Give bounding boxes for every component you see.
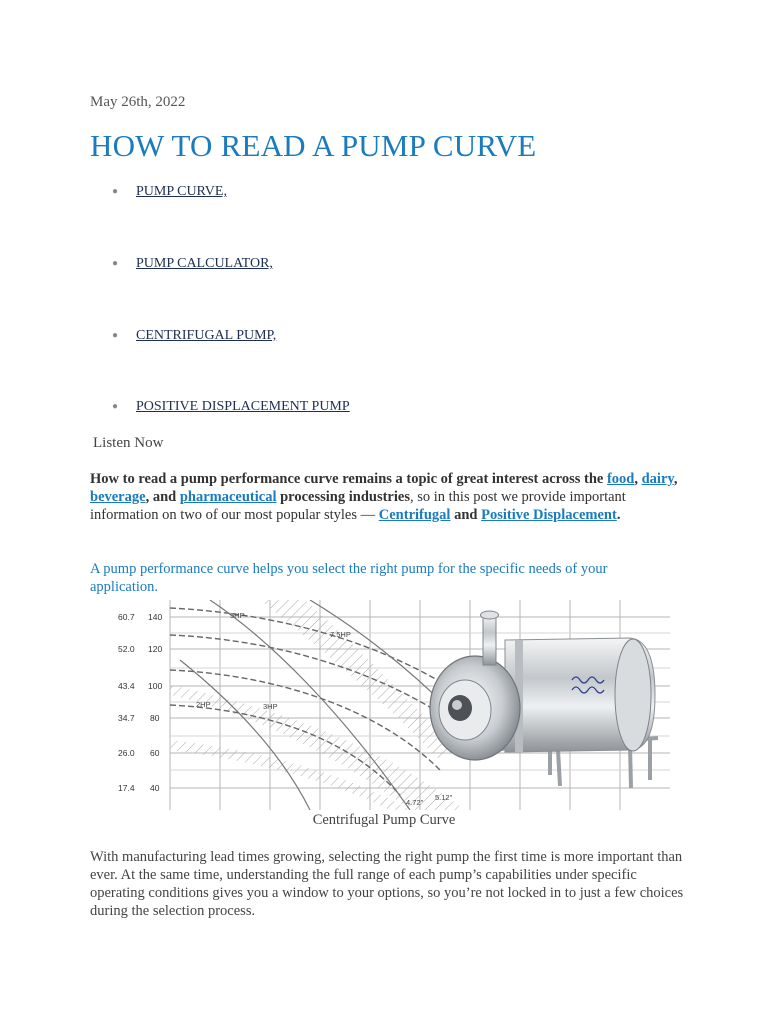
pump-curve-figure [110, 600, 670, 810]
curve-label: 7.5HP [330, 630, 351, 639]
tag-item [112, 328, 276, 344]
y-tick-inner: 100 [148, 681, 163, 691]
impeller-label: 4.72" [406, 798, 424, 807]
y-tick-inner: 140 [148, 612, 163, 622]
bullet-icon: ● [112, 258, 119, 270]
link-centrifugal[interactable]: Centrifugal [378, 507, 451, 523]
link-dairy[interactable]: dairy [641, 471, 674, 487]
listen-now-button[interactable]: Listen Now [93, 435, 164, 451]
pump-curve-image [110, 600, 670, 810]
tag-link-positive-displacement-pump[interactable]: POSITIVE DISPLACEMENT PUMP [136, 399, 350, 414]
intro-sep: , [673, 471, 678, 487]
link-pharmaceutical[interactable]: pharmaceutical [179, 489, 277, 505]
tag-item [112, 184, 227, 200]
y-tick-outer: 34.7 [118, 713, 135, 723]
body-paragraph: With manufacturing lead times growing, selecting the right pump the first time is more important than ever. At the same time, understanding the full range of each pump’s capabilities under specific operating conditions gives you a window to your options, so you’re not locked in to just a few choices during the selection process. [90, 849, 684, 919]
y-tick-outer: 26.0 [118, 748, 135, 758]
curve-label: 3HP [263, 702, 278, 711]
curve-label: 2HP [196, 700, 211, 709]
intro-end: . [616, 507, 621, 523]
intro-sep: , [634, 471, 638, 487]
curve-label: 5HP [230, 611, 245, 620]
tag-link-centrifugal-pump[interactable]: CENTRIFUGAL PUMP, [136, 328, 277, 343]
link-beverage[interactable]: beverage [90, 489, 146, 505]
tag-item [112, 256, 273, 272]
y-tick-inner: 80 [150, 713, 160, 723]
y-tick-outer: 60.7 [118, 612, 135, 622]
figure-caption: Centrifugal Pump Curve [312, 812, 456, 828]
intro-sep: , and [145, 489, 177, 505]
link-positive-displacement[interactable]: Positive Displacement [481, 507, 617, 523]
y-tick-outer: 17.4 [118, 783, 135, 793]
post-date: May 26th, 2022 [90, 94, 186, 110]
page-title: HOW TO READ A PUMP CURVE [90, 128, 537, 163]
y-tick-outer: 43.4 [118, 681, 135, 691]
blue-paragraph: A pump performance curve helps you select the right pump for the specific needs of your application. [90, 561, 608, 595]
bullet-icon: ● [112, 186, 119, 198]
intro-bold-tail: processing industries [280, 489, 410, 505]
impeller-label: 5.12" [435, 793, 453, 802]
y-tick-inner: 120 [148, 644, 163, 654]
tag-link-pump-calculator[interactable]: PUMP CALCULATOR, [136, 256, 273, 271]
y-tick-inner: 40 [150, 783, 160, 793]
y-axis-ticks [118, 612, 162, 793]
intro-rest: , so in this post we provide important information on two of our most popular styles — [90, 489, 626, 523]
bullet-icon: ● [112, 330, 119, 342]
tag-link-pump-curve[interactable]: PUMP CURVE, [136, 184, 227, 199]
tag-item [112, 399, 350, 415]
intro-paragraph [90, 470, 690, 524]
link-food[interactable]: food [606, 471, 635, 487]
pump-illustration [430, 611, 658, 788]
y-tick-inner: 60 [150, 748, 160, 758]
intro-bold-lead: How to read a pump performance curve remains a topic of great interest across the [90, 471, 604, 487]
bullet-icon: ● [112, 401, 119, 413]
y-tick-outer: 52.0 [118, 644, 135, 654]
intro-and: and [454, 507, 478, 523]
